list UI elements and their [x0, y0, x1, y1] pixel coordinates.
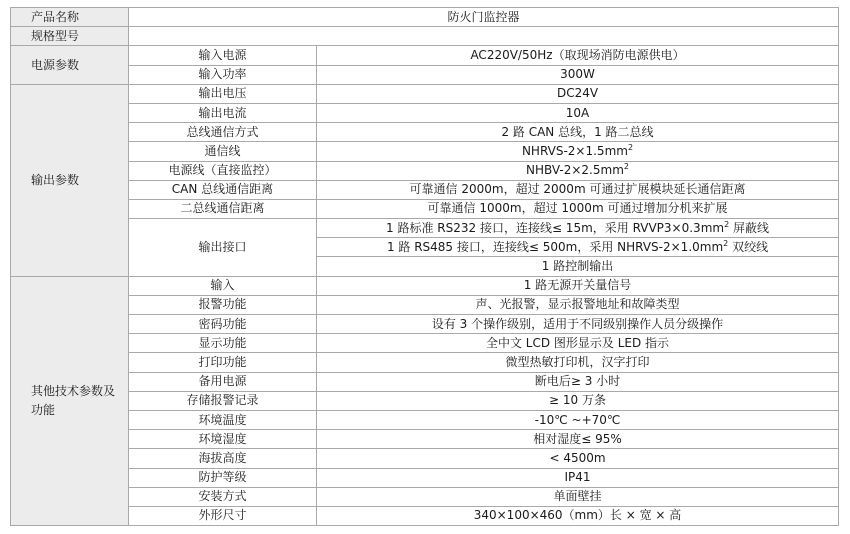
param-value: 可靠通信 1000m，超过 1000m 可通过增加分机来扩展 [317, 199, 839, 218]
param-name: 输入功率 [129, 65, 317, 84]
table-row [11, 219, 839, 238]
param-name: 环境温度 [129, 410, 317, 429]
table-row [11, 430, 839, 449]
param-value: 断电后≥ 3 小时 [317, 372, 839, 391]
table-row [11, 487, 839, 506]
table-row [11, 391, 839, 410]
table-row [11, 199, 839, 218]
table-row [11, 8, 839, 27]
table-row [11, 353, 839, 372]
param-name: 密码功能 [129, 315, 317, 334]
model-label: 规格型号 [11, 27, 129, 46]
param-value: < 4500m [317, 449, 839, 468]
table-row [11, 372, 839, 391]
param-value: 相对湿度≤ 95% [317, 430, 839, 449]
param-value: DC24V [317, 84, 839, 103]
param-name: 输出接口 [129, 219, 317, 277]
param-name: 海拔高度 [129, 449, 317, 468]
table-row [11, 295, 839, 314]
table-row [11, 276, 839, 295]
table-row [11, 468, 839, 487]
param-name: 备用电源 [129, 372, 317, 391]
param-name: 外形尺寸 [129, 506, 317, 525]
param-value: AC220V/50Hz（取现场消防电源供电） [317, 46, 839, 65]
group-label-power: 电源参数 [11, 46, 129, 84]
param-value: 300W [317, 65, 839, 84]
param-name: 二总线通信距离 [129, 199, 317, 218]
param-value: 2 路 CAN 总线，1 路二总线 [317, 123, 839, 142]
product-name-value: 防火门监控器 [129, 8, 839, 27]
table-row [11, 103, 839, 122]
param-name: 安装方式 [129, 487, 317, 506]
table-row [11, 410, 839, 429]
param-value: NHBV-$2\times 2.5mm^2$ [317, 161, 839, 180]
table-row [11, 142, 839, 161]
param-value: NHRVS-$2\times 1.5mm^2$ [317, 142, 839, 161]
model-value [129, 27, 839, 46]
param-name: 显示功能 [129, 334, 317, 353]
spec-table [10, 7, 839, 526]
param-value: 全中文 LCD 图形显示及 LED 指示 [317, 334, 839, 353]
param-value: 340×100×460（mm）长 × 宽 × 高 [317, 506, 839, 525]
param-name: 防护等级 [129, 468, 317, 487]
table-row [11, 334, 839, 353]
param-name: 输入 [129, 276, 317, 295]
param-name: 总线通信方式 [129, 123, 317, 142]
param-value: IP41 [317, 468, 839, 487]
param-value: 1 路控制输出 [317, 257, 839, 276]
table-row [11, 27, 839, 46]
table-row [11, 506, 839, 525]
param-name: 存储报警记录 [129, 391, 317, 410]
param-value: ≥ 10 万条 [317, 391, 839, 410]
param-name: 输出电压 [129, 84, 317, 103]
param-name: 报警功能 [129, 295, 317, 314]
table-row [11, 315, 839, 334]
param-value: 1 路标准 RS232 接口，连接线≤ 15m，采用 $RVVP3\times 0.3mm^2$ 屏蔽线 [317, 219, 839, 238]
table-row [11, 65, 839, 84]
product-name-label: 产品名称 [11, 8, 129, 27]
param-value: -10℃ ~+70℃ [317, 410, 839, 429]
table-row [11, 161, 839, 180]
param-value: 1 路无源开关量信号 [317, 276, 839, 295]
table-row [11, 84, 839, 103]
table-row [11, 46, 839, 65]
param-name: 打印功能 [129, 353, 317, 372]
table-row [11, 449, 839, 468]
table-row [11, 180, 839, 199]
param-name: 电源线（直接监控） [129, 161, 317, 180]
param-name: 输入电源 [129, 46, 317, 65]
param-value: 设有 3 个操作级别，适用于不同级别操作人员分级操作 [317, 315, 839, 334]
param-value: 1 路 RS485 接口，连接线≤ 500m，采用 NHRVS-$2\times 1.0mm^2$ 双绞线 [317, 238, 839, 257]
param-value: 单面壁挂 [317, 487, 839, 506]
param-value: 可靠通信 2000m，超过 2000m 可通过扩展模块延长通信距离 [317, 180, 839, 199]
param-value: 10A [317, 103, 839, 122]
param-name: 环境湿度 [129, 430, 317, 449]
table-row [11, 123, 839, 142]
group-label-output: 输出参数 [11, 84, 129, 276]
param-name: 通信线 [129, 142, 317, 161]
param-name: CAN 总线通信距离 [129, 180, 317, 199]
group-label-other: 其他技术参数及功能 [11, 276, 129, 525]
param-value: 声、光报警，显示报警地址和故障类型 [317, 295, 839, 314]
param-name: 输出电流 [129, 103, 317, 122]
param-value: 微型热敏打印机，汉字打印 [317, 353, 839, 372]
